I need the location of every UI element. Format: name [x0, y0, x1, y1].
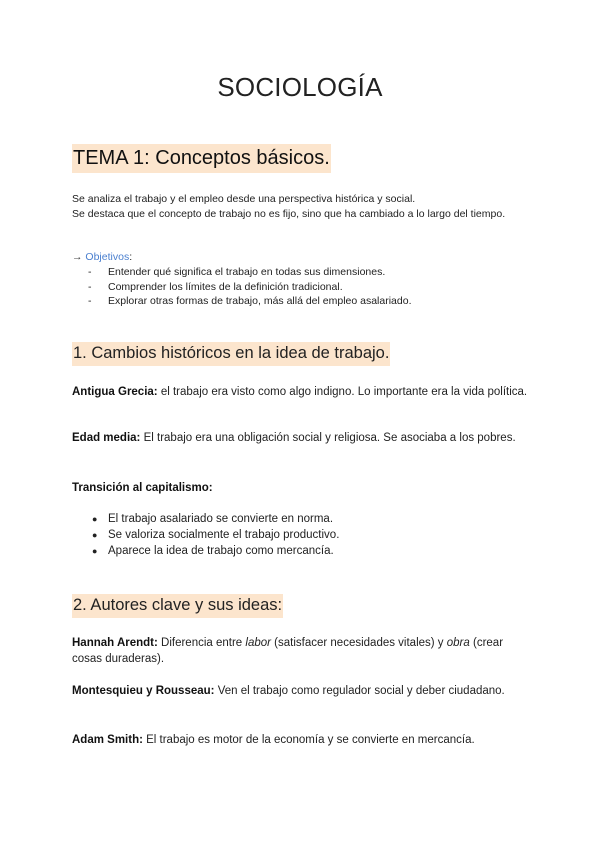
dash-bullet: - [88, 280, 92, 293]
dash-bullet: - [88, 295, 92, 307]
paragraph-transicion [72, 480, 532, 496]
objectives-list [88, 265, 412, 309]
term-labor: labor [245, 637, 271, 649]
term-obra: obra [446, 637, 470, 649]
arrow-right-icon: → [72, 251, 83, 263]
text-arendt-2: (satisfacer necesidades vitales) y [270, 637, 447, 649]
text-montesquieu-rousseau: Ven el trabajo como regulador social y deber ciudadano. [214, 685, 505, 697]
text-antigua-grecia: el trabajo era visto como algo indigno. Lo importante era la vida política. [157, 386, 528, 398]
bullet-item [92, 543, 339, 559]
objectives-colon: : [129, 251, 133, 263]
objective-text: Entender qué significa el trabajo en todas sus dimensiones. [108, 266, 386, 278]
paragraph-edad-media [72, 430, 532, 446]
bullet-item [92, 511, 339, 527]
objectives-label: Objetivos [85, 251, 130, 263]
section-1-heading: 1. Cambios históricos en la idea de trabajo. [72, 342, 390, 366]
objective-text: Comprender los límites de la definición tradicional. [108, 280, 343, 293]
paragraph-antigua-grecia [72, 384, 532, 400]
objective-item [88, 294, 412, 309]
bullet-text: Aparece la idea de trabajo como mercancía. [108, 545, 334, 557]
transicion-bullet-list [92, 511, 339, 559]
term-antigua-grecia: Antigua Grecia: [72, 386, 158, 398]
bullet-text: Se valoriza socialmente el trabajo productivo. [108, 529, 340, 541]
term-montesquieu-rousseau: Montesquieu y Rousseau: [72, 685, 215, 697]
term-edad-media: Edad media: [72, 432, 141, 444]
dash-bullet: - [88, 266, 92, 278]
text-arendt-1: Diferencia entre [157, 637, 246, 649]
term-adam-smith: Adam Smith: [72, 734, 143, 746]
section-2-heading: 2. Autores clave y sus ideas: [72, 594, 283, 618]
paragraph-adam-smith [72, 732, 532, 748]
paragraph-montesquieu-rousseau [72, 683, 532, 699]
document-title: SOCIOLOGÍA [217, 72, 383, 102]
text-edad-media: El trabajo era una obligación social y religiosa. Se asociaba a los pobres. [140, 432, 516, 444]
term-transicion: Transición al capitalismo: [72, 482, 213, 494]
term-arendt: Hannah Arendt: [72, 637, 158, 649]
bullet-item [92, 527, 339, 543]
tema-heading: TEMA 1: Conceptos básicos. [72, 144, 331, 173]
text-arendt-3: (crear cosas duraderas). [72, 637, 504, 665]
objectives-heading [72, 250, 132, 265]
bullet-text: El trabajo asalariado se convierte en norma. [108, 513, 334, 525]
bullet-dot-icon: ● [92, 514, 98, 524]
bullet-dot-icon: ● [92, 530, 98, 540]
intro-line-1: Se analiza el trabajo y el empleo desde una perspectiva histórica y social. [72, 193, 416, 205]
intro-text [72, 192, 532, 222]
paragraph-arendt [72, 635, 532, 667]
text-adam-smith: El trabajo es motor de la economía y se convierte en mercancía. [142, 734, 475, 746]
intro-line-2: Se destaca que el concepto de trabajo no es fijo, sino que ha cambiado a lo largo del tiempo. [72, 208, 506, 220]
bullet-dot-icon: ● [92, 546, 98, 556]
objective-item [88, 265, 412, 280]
objective-text: Explorar otras formas de trabajo, más allá del empleo asalariado. [108, 295, 412, 307]
objective-item [88, 280, 412, 295]
